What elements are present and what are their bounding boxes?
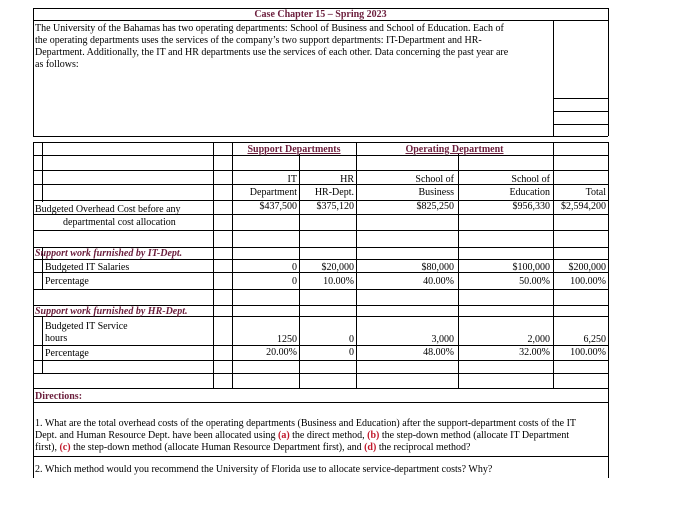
mark-d: (d) xyxy=(364,442,377,453)
it-row-1-hr: $20,000 xyxy=(321,262,354,273)
it-section-title: Support work furnished by IT-Dept. xyxy=(35,248,183,259)
it-row-2-label: Percentage xyxy=(45,276,89,287)
question-1-line-3: first), (c) the step-down method (allocate Human Resource Department first), and (d) the reciprocal method? xyxy=(35,442,471,453)
it-row-2-business: 40.00% xyxy=(423,276,454,287)
col-total: Total xyxy=(585,187,606,198)
mark-a: (a) xyxy=(277,430,290,441)
mark-b: (b) xyxy=(367,430,380,441)
hr-row-1-business: 3,000 xyxy=(431,334,454,345)
hr-row-2-label: Percentage xyxy=(45,348,89,359)
hr-row-1-total: 6,250 xyxy=(583,334,606,345)
it-row-1-label: Budgeted IT Salaries xyxy=(45,262,130,273)
it-row-1-education: $100,000 xyxy=(512,262,550,273)
col-business-line-2: Business xyxy=(418,187,454,198)
intro-line-3: Department. Additionally, the IT and HR departments use the services of each other. Data concerning the past year are xyxy=(35,47,509,58)
col-it-line-2: Department xyxy=(249,187,297,198)
col-education-line-1: School of xyxy=(511,174,550,185)
it-row-1-it: 0 xyxy=(292,262,297,273)
overhead-label-line-1: Budgeted Overhead Cost before any xyxy=(35,204,181,215)
intro-line-1: The University of the Bahamas has two operating departments: School of Business and School of Education. Each of xyxy=(35,23,504,34)
question-2: 2. Which method would you recommend the University of Florida use to allocate service-department costs? Why? xyxy=(35,464,493,475)
it-row-2-total: 100.00% xyxy=(570,276,606,287)
col-education-line-2: Education xyxy=(509,187,550,198)
hr-row-2-business: 48.00% xyxy=(423,347,454,358)
hr-row-1-it: 1250 xyxy=(277,334,297,345)
hr-row-2-it: 20.00% xyxy=(266,347,297,358)
question-1-line-1: 1. What are the total overhead costs of the operating departments (Business and Education) after the support-department costs of the IT xyxy=(35,418,577,429)
mark-c: (c) xyxy=(59,442,71,453)
hr-row-1-education: 2,000 xyxy=(527,334,550,345)
col-it-line-1: IT xyxy=(287,174,297,185)
hr-row-1-label-line-2: hours xyxy=(45,333,68,344)
directions-title: Directions: xyxy=(35,391,83,402)
overhead-hr: $375,120 xyxy=(316,201,354,212)
col-business-line-1: School of xyxy=(415,174,454,185)
operating-department-header: Operating Department xyxy=(405,144,504,155)
it-row-1-total: $200,000 xyxy=(568,262,606,273)
question-1-line-2: Dept. and Human Resource Dept. have been allocated using (a) the direct method, (b) the step-down method (allocate IT Department xyxy=(35,430,570,441)
hr-row-2-total: 100.00% xyxy=(570,347,606,358)
it-row-2-education: 50.00% xyxy=(519,276,550,287)
hr-row-1-hr: 0 xyxy=(349,334,354,345)
it-row-1-business: $80,000 xyxy=(421,262,454,273)
intro-line-2: the operating departments uses the services of the company’s two support departments: IT-Department and HR- xyxy=(35,35,482,46)
hr-row-2-hr: 0 xyxy=(349,347,354,358)
page-title: Case Chapter 15 – Spring 2023 xyxy=(254,9,387,20)
it-row-2-hr: 10.00% xyxy=(323,276,354,287)
overhead-label-line-2: departmental cost allocation xyxy=(63,217,176,228)
it-row-2-it: 0 xyxy=(292,276,297,287)
overhead-total: $2,594,200 xyxy=(561,201,606,212)
overhead-it: $437,500 xyxy=(259,201,297,212)
support-departments-header: Support Departments xyxy=(247,144,341,155)
col-hr-line-1: HR xyxy=(340,174,354,185)
hr-section-title: Support work furnished by HR-Dept. xyxy=(35,306,188,317)
hr-row-2-education: 32.00% xyxy=(519,347,550,358)
hr-row-1-label-line-1: Budgeted IT Service xyxy=(45,321,128,332)
col-hr-line-2: HR-Dept. xyxy=(314,187,354,198)
overhead-education: $956,330 xyxy=(512,201,550,212)
intro-line-4: as follows: xyxy=(35,59,79,70)
overhead-business: $825,250 xyxy=(416,201,454,212)
